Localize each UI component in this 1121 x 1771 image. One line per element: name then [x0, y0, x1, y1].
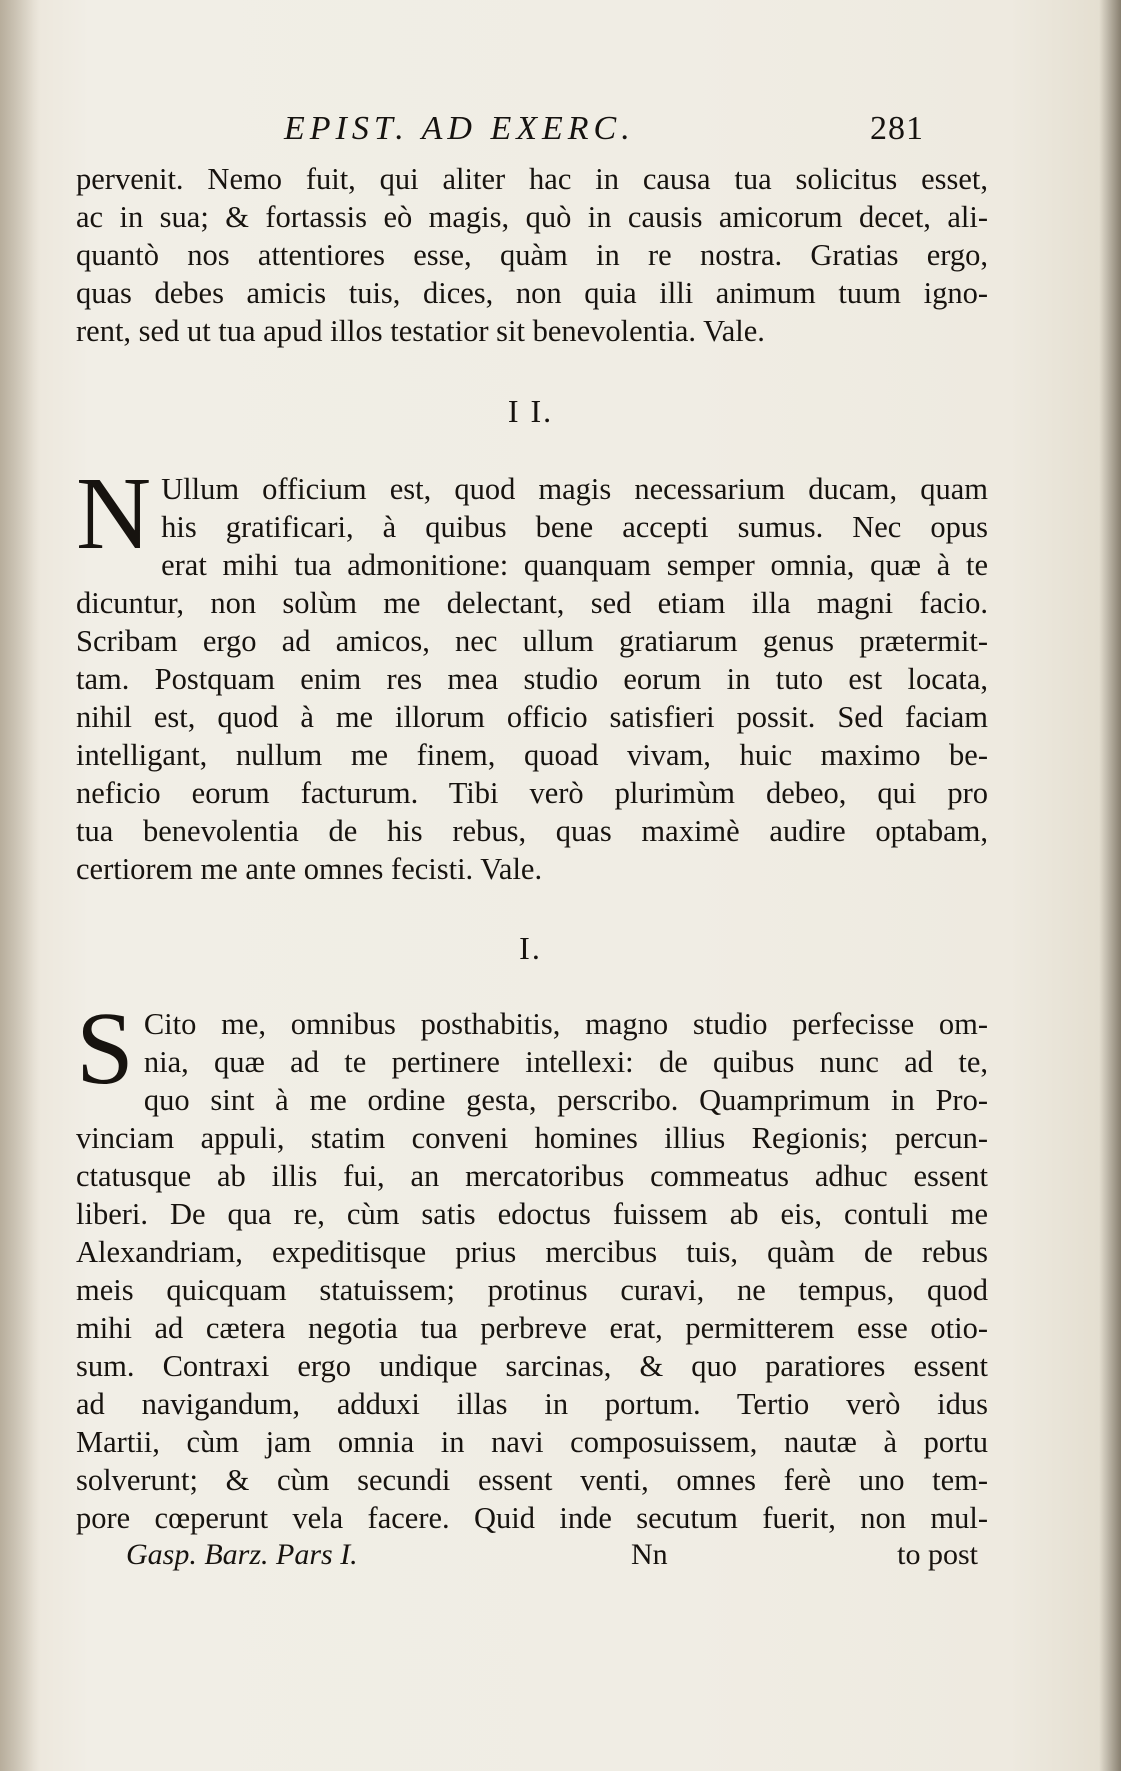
- text-line: Ullum officium est, quod magis necessarium ducam, quam: [161, 472, 988, 506]
- text-line: Martii, cùm jam omnia in navi composuissem, nautæ à portu: [76, 1425, 988, 1459]
- text-line: Scribam ergo ad amicos, nec ullum gratiarum genus prætermit-: [76, 624, 988, 658]
- text-line: tua benevolentia de his rebus, quas maximè audire optabam,: [76, 814, 988, 848]
- text-line: Cito me, omnibus posthabitis, magno studio perfecisse om-: [143, 1007, 988, 1041]
- text-line: erat mihi tua admonitione: quanquam semper omnia, quæ à te: [161, 548, 988, 582]
- text-line: his gratificari, à quibus bene accepti sumus. Nec opus: [161, 510, 988, 544]
- drop-cap: S: [76, 991, 134, 1106]
- text-line: ctatusque ab illis fui, an mercatoribus commeatus adhuc essent: [76, 1159, 988, 1193]
- text-line: tam. Postquam enim res mea studio eorum in tuto est locata,: [76, 662, 988, 696]
- section-heading-ii: I I.: [507, 393, 554, 429]
- text-line: pervenit. Nemo fuit, qui aliter hac in causa tua solicitus esset,: [76, 162, 988, 196]
- page-edge-shadow: [1099, 0, 1121, 1771]
- text-line: solverunt; & cùm secundi essent venti, omnes ferè uno tem-: [76, 1463, 988, 1497]
- text-line: nia, quæ ad te pertinere intellexi: de quibus nunc ad te,: [143, 1045, 988, 1079]
- text-line: vinciam appuli, statim conveni homines illius Regionis; percun-: [76, 1121, 988, 1155]
- running-title: EPIST. AD EXERC.: [284, 110, 635, 147]
- letter-ii-body: [76, 456, 988, 888]
- text-line: sum. Contraxi ergo undique sarcinas, & quo paratiores essent: [76, 1349, 988, 1383]
- text-line: liberi. De qua re, cùm satis edoctus fuissem ab eis, contuli me: [76, 1197, 988, 1231]
- text-line: dicuntur, non solùm me delectant, sed etiam illa magni facio.: [76, 586, 988, 620]
- text-line: ad navigandum, adduxi illas in portum. Tertio verò idus: [76, 1387, 988, 1421]
- text-line: nihil est, quod à me illorum officio satisfieri possit. Sed faciam: [76, 700, 988, 734]
- gutter-shadow: [0, 0, 40, 1771]
- text-line: rent, sed ut tua apud illos testatior sit benevolentia. Vale.: [76, 314, 765, 348]
- signature-mark: Nn: [631, 1538, 668, 1571]
- drop-cap: N: [76, 456, 152, 571]
- letter-i-body: [76, 991, 988, 1537]
- text-line: quantò nos attentiores esse, quàm in re nostra. Gratias ergo,: [76, 238, 988, 272]
- text-line: pore cœperunt vela facere. Quid inde secutum fuerit, non mul-: [76, 1501, 988, 1535]
- text-line: intelligant, nullum me finem, quoad vivam, huic maximo be-: [76, 738, 988, 772]
- text-line: quo sint à me ordine gesta, perscribo. Quamprimum in Pro-: [143, 1083, 988, 1117]
- page-number: 281: [870, 110, 924, 147]
- text-line: certiorem me ante omnes fecisti. Vale.: [76, 852, 543, 886]
- signature-line: Gasp. Barz. Pars I.: [126, 1538, 358, 1571]
- text-line: mihi ad cætera negotia tua perbreve erat, permitterem esse otio-: [76, 1311, 988, 1345]
- text-line: quas debes amicis tuis, dices, non quia illi animum tuum igno-: [76, 276, 988, 310]
- text-line: neficio eorum facturum. Tibi verò plurimùm debeo, qui pro: [76, 776, 988, 810]
- section-heading-i: I.: [519, 930, 542, 966]
- text-line: Alexandriam, expeditisque prius mercibus tuis, quàm de rebus: [76, 1235, 988, 1269]
- letter-continuation: [76, 160, 988, 350]
- catchword: to post: [897, 1538, 978, 1571]
- text-line: ac in sua; & fortassis eò magis, quò in causis amicorum decet, ali-: [76, 200, 988, 234]
- text-line: meis quicquam statuissem; protinus curavi, ne tempus, quod: [76, 1273, 988, 1307]
